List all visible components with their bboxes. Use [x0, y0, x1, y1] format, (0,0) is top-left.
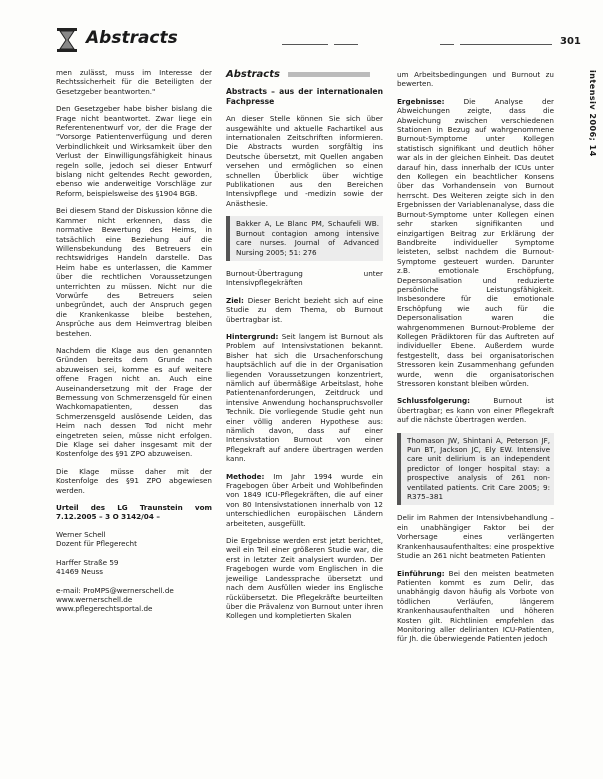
page-header [0, 0, 603, 62]
paragraph: Die Klage müsse daher mit der Kostenfolge des §91 ZPO abgewiesen werden. [56, 466, 212, 495]
author-contact [56, 530, 212, 614]
hintergrund-text: Seit langem ist Burnout als Problem auf Intensivstationen bekannt. Bisher hat sich die Ursachenforschung hauptsächlich auf die in der Organisation liegenden Voraussetzungen konzentriert, nämlich auf übermäßige Arbeitslast, hohe Patientenanforderungen, Zeitdruck und intensive Anwendung hochanspruchsvoller Technik. Die vorliegende Studie geht nun einer völlig anderen Hypothese aus: nämlich davon, dass auf einer Intensivstation Burnout von einer Pflegekraft auf andere übertragen werden kann. [226, 331, 383, 464]
column-left [56, 68, 212, 614]
column-right [397, 70, 554, 652]
einfuehrung-text: Bei den meisten beatmeten Patienten kommt es zum Delir, das unabhängig davon häufig als Vorbote von tödlichen Verläufen, längerem Krankenhausaufenthalten und höheren Kosten gilt. Richtlinien empfehlen das Monitoring aller delirianten ICU-Patienten, für Jh. die überwiegende Patienten jedoch [397, 568, 554, 644]
ergebnisse-text: Die Analyse der Abweichungen zeigte, dass die Abweichung zwischen verschiedenen Stationen in Bezug auf wahrgenommene Burnout-Symptome unter Kollegen statistisch signifikant und deutlich höher war als in der gleichen Einheit. Das deutet darauf hin, dass innerhalb der ICUs unter den Kollegen ein beachtlicher Konsens über das Vorhandensein von Burnout herrscht. Des Weiteren zeigte sich in den Ergebnissen der Variablenanalyse, dass die Burnout-Symptome unter Kollegen einen sehr starken signifikanten und einzigartigen Beitrag zur Erklärung der Bandbreite individueller Symptome leisteten, selbst nachdem die Burnout-Symptome gesteuert wurden. Darunter z.B. emotionale Erschöpfung, Depersonalisation und reduzierte persönliche Leistungsfähigkeit. Insbesondere für die emotionale Erschöpfung wie auch für die Depersonalisation waren die wahrgenommenen Burnout-Probleme der Kollegen Prädiktoren für das Auftreten auf individueller Ebene. Außerdem wurde festgestellt, dass bei organisatorischen Stressoren kein Zusammenhang gefunden wurde, wenn die organisatorischen Stressoren konstant bleiben würden. [397, 96, 554, 388]
paragraph [226, 332, 383, 464]
journal-vertical-label: intensiv 2006; 14 [588, 70, 597, 157]
paragraph [397, 97, 554, 389]
contact-role: Dozent für Pflegerecht [56, 539, 137, 549]
section-heading [226, 70, 383, 79]
header-title: Abstracts [86, 28, 178, 48]
page-number: 301 [560, 36, 581, 47]
section-subtitle: Abstracts – aus der internationalen Fachpresse [226, 87, 383, 106]
court-ruling-heading: Urteil des LG Traunstein vom 7.12.2005 – 3 O 3142/04 – [56, 503, 212, 522]
paragraph: um Arbeitsbedingungen und Burnout zu bewerten. [397, 70, 554, 89]
paragraph [397, 569, 554, 644]
column-middle [226, 70, 383, 629]
heading-bar [288, 72, 370, 77]
contact-city: 41469 Neuss [56, 567, 103, 577]
citation-box: Thomason JW, Shintani A, Peterson JF, Pun BT, Jackson JC, Ely EW. Intensive care unit delirium is an independent predictor of longer hospital stay: a prospective analysis of 261 non-ventilated patients. Crit Care 2005; 9: R375–381 [397, 433, 554, 506]
contact-email: e-mail: ProMPS@wernerschell.de [56, 585, 174, 595]
paragraph: Den Gesetzgeber habe bisher bislang die Frage nicht beantwortet. Zwar liege ein Referentenentwurf vor, der die Frage der "Vorsorge Patientenverfügung und deren Verbindlichkeit und Wirksamkeit über den Verlust der Einwilligungsfähigkeit hinaus regeln solle, jedoch sei dieser Entwurf bislang nicht geltendes Recht geworden, ebenso wie anderweitige Vorschläge zur Reform, beispielsweise des §1904 BGB. [56, 104, 212, 198]
contact-website: www.pflegerechtsportal.de [56, 604, 153, 614]
intro-paragraph: An dieser Stelle können Sie sich über ausgewählte und aktuelle Fachartikel aus internationalen Zeitschriften informieren. Die Abstracts wurden sorgfältig ins Deutsche übersetzt, mit Quellen angaben versehen und ermöglichen so einen schnellen Überblick über wichtige Publikationen aus den Bereichen Intensivpflege und -medizin sowie der Anästhesie. [226, 114, 383, 208]
methode-label: Methode: [226, 471, 265, 481]
hourglass-icon [56, 28, 78, 52]
contact-street: Harffer Straße 59 [56, 557, 119, 567]
paragraph [226, 296, 383, 324]
paragraph [226, 472, 383, 528]
header-rule [460, 44, 552, 45]
paragraph: Nachdem die Klage aus den genannten Gründen bereits dem Grunde nach abzuweisen sei, komme es auf weitere offene Fragen nicht an. Auch eine Auseinandersetzung mit der Frage der Bemessung von Schmerzensgeld für einen Wachkomapatienten, dessen das Schmerzensgeld auslösende Leiden, das Heim nach dessen Tod nicht mehr eingetreten seien, müsse nicht erfolgen. Die Klage sei daher insgesamt mit der Kostenfolge des §91 ZPO abzuweisen. [56, 345, 212, 459]
paragraph [397, 396, 554, 424]
schluss-label: Schlussfolgerung: [397, 396, 471, 406]
contact-website: www.wernerschell.de [56, 594, 133, 604]
ergebnisse-label: Ergebnisse: [397, 96, 445, 106]
header-rule [282, 44, 328, 45]
article-title: Delir im Rahmen der Intensivbehandlung – ein unabhängiger Faktor bei der Vorhersage eines verlängerten Krankenhausaufenthaltes: eine prospektive Studie an 261 nicht beatmeten Patienten [397, 513, 554, 561]
ziel-text: Dieser Bericht bezieht sich auf eine Studie zu dem Thema, ob Burnout übertragbar ist. [226, 295, 383, 324]
section-title: Abstracts [226, 69, 280, 80]
paragraph: Die Ergebnisse werden erst jetzt berichtet, weil ein Teil einer größeren Studie war, die erst in letzter Zeit analysiert wurden. Der Fragebogen wurde vom Englischen in die jeweilige Landessprache übersetzt und nach dem Ausfüllen wieder ins Englische rückübersetzt. Die Pflegekräfte beurteilten über die Prävalenz von Burnout unter ihren Kollegen und kompletierten Skalen [226, 536, 383, 621]
header-rule [334, 44, 358, 45]
hintergrund-label: Hintergrund: [226, 331, 279, 341]
schluss-text: Burnout ist übertragbar; es kann von einer Pflegekraft auf die nächste übertragen werden. [397, 396, 554, 425]
contact-name: Werner Schell [56, 529, 106, 539]
ziel-label: Ziel: [226, 295, 244, 305]
methode-text: Im Jahr 1994 wurde ein Fragebogen über Arbeit und Wohlbefinden von 1849 ICU-Pflegekräften, die auf einer von 80 Intensivstationen innerhalb von 12 unterschiedlichen europäischen Ländern arbeiteten, ausgefüllt. [226, 471, 383, 528]
citation-box: Bakker A, Le Blanc PM, Schaufeli WB. Burnout contagion among intensive care nurses. Journal of Advanced Nursing 2005; 51: 276 [226, 216, 383, 261]
paragraph: men zulässt, muss im Interesse der Rechtssicherheit für die Beteiligten der Gesetzgeber beantworten." [56, 68, 212, 96]
article-title: Burnout-Übertragung unter Intensivpflegekräften [226, 268, 383, 288]
einfuehrung-label: Einführung: [397, 568, 445, 578]
header-rule [440, 44, 454, 45]
paragraph: Bei diesem Stand der Diskussion könne die Kammer nicht erkennen, dass die normative Bewertung des Heims, in tatsächlich eine Beziehung auf die Willensbekundung des Betreuers ein rechtswidriges Handeln darstelle. Das Heim habe es unterlassen, die Kammer über die rechtlichen Voraussetzungen unterrichten zu müssen. Nicht nur die Vorwürfe des Betreuers seien unbegründet, auch der Anspruch gegen die Krankenkasse bleibe bestehen, Ansprüche aus dem Heimvertrag bleiben bestehen. [56, 206, 212, 338]
